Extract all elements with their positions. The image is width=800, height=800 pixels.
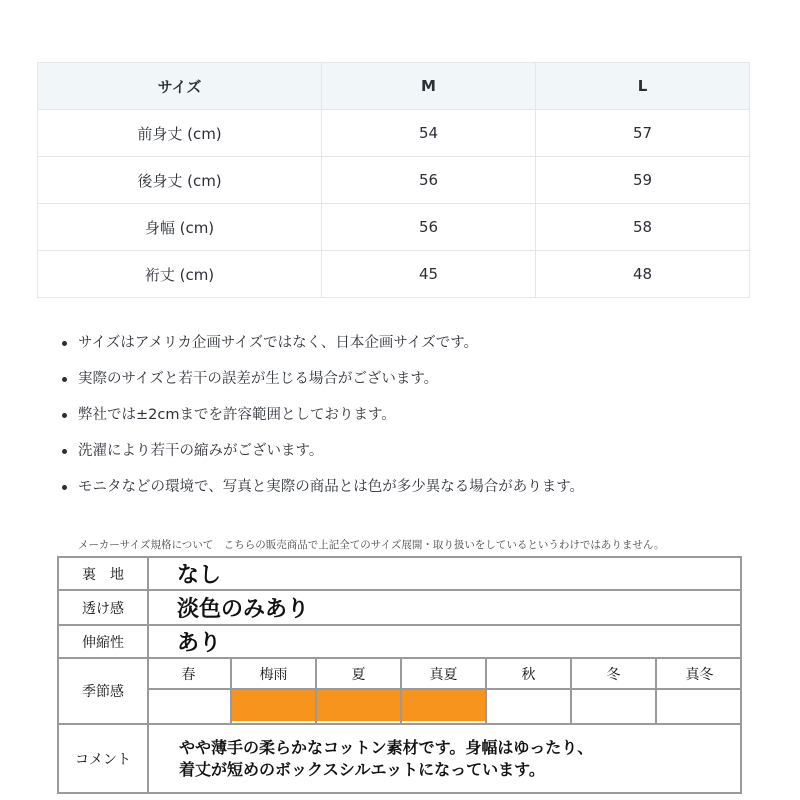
note-item: 弊社では±2cmまでを許容範囲としております。	[62, 402, 584, 438]
spec-row-sheerness	[59, 591, 740, 626]
table-row	[38, 204, 750, 251]
table-row	[38, 157, 750, 204]
season-name: 真夏	[402, 659, 485, 690]
size-standard-caption: メーカーサイズ規格について こちらの販売商品で上記全てのサイズ展開・取り扱いをしているというわけではありません。	[78, 539, 665, 551]
header-cell: M	[322, 63, 536, 110]
spec-row-stretch	[59, 626, 740, 659]
measure-label: 裄丈 (cm)	[38, 251, 322, 298]
season-cell	[572, 659, 657, 723]
spec-table	[57, 556, 742, 794]
table-row	[38, 251, 750, 298]
spec-label: 裏 地	[59, 558, 149, 589]
season-indicator	[487, 690, 570, 721]
spec-value: あり	[177, 631, 222, 656]
spec-label: 季節感	[59, 659, 149, 723]
size-value: 56	[322, 157, 536, 204]
size-value: 57	[536, 110, 750, 157]
season-name: 秋	[487, 659, 570, 690]
spec-value: 淡色のみあり	[177, 597, 310, 622]
size-value: 56	[322, 204, 536, 251]
season-name: 冬	[572, 659, 655, 690]
season-indicator	[147, 690, 230, 721]
season-cell	[657, 659, 742, 723]
season-indicator	[657, 690, 742, 721]
size-value: 54	[322, 110, 536, 157]
size-value: 58	[536, 204, 750, 251]
season-indicator	[402, 690, 485, 721]
spec-row-season	[59, 659, 740, 725]
size-table-header	[38, 63, 750, 110]
measure-label: 身幅 (cm)	[38, 204, 322, 251]
season-cell	[402, 659, 487, 723]
season-indicator	[572, 690, 655, 721]
note-item: モニタなどの環境で、写真と実際の商品とは色が多少異なる場合があります。	[62, 474, 584, 510]
season-indicator	[232, 690, 315, 721]
season-cell	[232, 659, 317, 723]
spec-label: コメント	[59, 725, 149, 792]
season-cell	[487, 659, 572, 723]
table-row	[38, 110, 750, 157]
spec-row-comment	[59, 725, 740, 792]
spec-value: なし	[177, 563, 222, 588]
season-cell	[317, 659, 402, 723]
note-item: 実際のサイズと若干の誤差が生じる場合がございます。	[62, 366, 584, 402]
comment-text	[179, 737, 593, 781]
season-indicator	[317, 690, 400, 721]
notes-list	[62, 330, 584, 510]
spec-label: 伸縮性	[59, 626, 149, 657]
spec-label: 透け感	[59, 591, 149, 624]
season-name: 梅雨	[232, 659, 315, 690]
comment-line: 着丈が短めのボックスシルエットになっています。	[179, 760, 545, 779]
size-value: 45	[322, 251, 536, 298]
header-cell: L	[536, 63, 750, 110]
season-cell	[147, 659, 232, 723]
note-item: サイズはアメリカ企画サイズではなく、日本企画サイズです。	[62, 330, 584, 366]
size-table	[37, 62, 750, 298]
spec-row-lining	[59, 558, 740, 591]
size-value: 59	[536, 157, 750, 204]
size-value: 48	[536, 251, 750, 298]
season-grid	[147, 659, 740, 723]
comment-line: やや薄手の柔らかなコットン素材です。身幅はゆったり、	[179, 738, 594, 757]
season-name: 真冬	[657, 659, 742, 690]
measure-label: 後身丈 (cm)	[38, 157, 322, 204]
season-name: 春	[147, 659, 230, 690]
header-cell: サイズ	[38, 63, 322, 110]
season-name: 夏	[317, 659, 400, 690]
note-item: 洗濯により若干の縮みがございます。	[62, 438, 584, 474]
measure-label: 前身丈 (cm)	[38, 110, 322, 157]
